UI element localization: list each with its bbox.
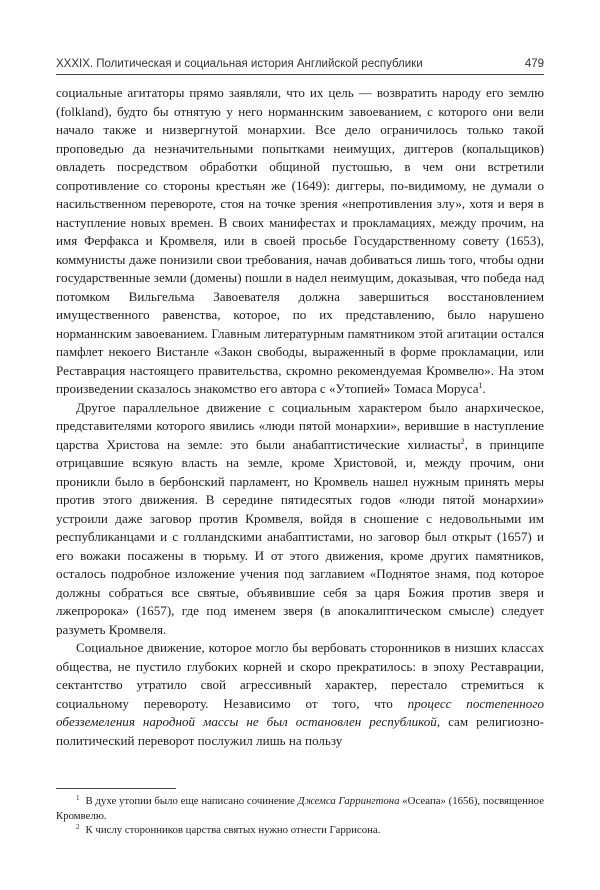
footnote-1 (56, 794, 544, 823)
footnote-marker-2: 2 (76, 823, 80, 831)
footnote-ref-1[interactable]: 1 (478, 381, 483, 390)
paragraph-3-text: Социальное движение, которое могло бы вербовать сторонников в низших классах общества, не пустило глубоких корней и скоро прекратилось: в эпоху Реставрации, сектантство утратило свой агрессивный характер, перестало стремиться к социальному перевороту. Независимо от того, что (56, 640, 544, 711)
paragraph-1 (56, 84, 544, 399)
running-header (56, 50, 544, 70)
footnote-2-text: К числу сторонников царства святых нужно отнести Гаррисона. (85, 824, 381, 836)
paragraph-1-end: . (482, 381, 486, 396)
paragraph-2 (56, 399, 544, 640)
footnote-2 (56, 823, 544, 838)
footnotes (56, 794, 544, 838)
chapter-title: XXXIX. Политическая и социальная история Английской республики (56, 58, 423, 70)
paragraph-2-rest: , в принципе отрицавшие всякую власть на земле, кроме Христовой, и, между прочим, они проникли было в бербонский парламент, но Кромвель нашел нужным принять меры против этого движения. В середине пятидесятых годов «люди пятой монархии» устроили даже заговор против Кромвеля, войдя в сношение с недовольными им республиканцами и с голландскими анабаптистами, но заговор был открыт (1657) и его вожаки посажены в тюрьму. И от этого движения, кроме других памятников, осталось подробное изложение учения под заглавием «Поднятое знамя, под которое должны собраться все святые, объявившие себя за царя Божия против зверя и лжепророка» (1657), где под именем зверя (в апокалиптическом смысле) следует разуметь Кромвеля. (56, 436, 545, 637)
paragraph-2-text: Другое параллельное движение с социальным характером было анархическое, представителями которого явились «люди пятой монархии», верившие в наступление царства Христова на земле: это были анабаптистические хилиасты (56, 399, 544, 452)
header-rule (56, 74, 544, 75)
footnote-1-author: Джемса Гаррингтона (297, 795, 400, 807)
page-number: 479 (524, 58, 544, 70)
paragraph-3-emphasis: процесс постепенного обезземеления народной массы не был остановлен республикой (56, 695, 544, 729)
paragraph-1-text: социальные агитаторы прямо заявляли, что их цель — возвратить народу его землю (folkland), будто бы отнятую у него норманнским завоеванием, с которого они вели начало также и низвергнутой монархии. Все дело ограничилось только такой проповедью да незначительными попытками неимущих, диггеров (копальщиков) овладеть посредством обработки общиной пустошью, в чем они встретили сопротивление со стороны крестьян же (1649): диггеры, по-видимому, не думали о насильственном перевороте, стоя на точке зрения «непротивления злу», хотя и веря в наступление новых времен. В своих манифестах и прокламациях, между прочим, на имя Ферфакса и Кромвеля, или в своей просьбе Государственному совету (1653), коммунисты даже понизили свои требования, начав добиваться лишь того, чтобы одни государственные земли (домены) пошли в надел неимущим, доказывая, что победа над потомком Вильгельма Завоевателя должна завершиться восстановлением имущественного равенства, которое, по их представлению, было нарушено норманнским завоеванием. Главным литературным памятником этой агитации остался памфлет некоего Вистанле «Закон свободы, выраженный в форме прокламации, или Реставрация настоящего правительства, скромно рекомендуемая Кромвелю». На этом произведении сказалось знакомство его автора с «Утопией» Томаса Моруса (56, 85, 544, 396)
main-text (56, 84, 544, 750)
footnote-ref-2[interactable]: 2 (460, 436, 465, 446)
footnote-marker-1: 1 (76, 794, 80, 802)
paragraph-3 (56, 639, 544, 750)
footnote-1-rest: «Осеапа» (1656), посвященное Кромвелю. (56, 795, 545, 822)
footnote-rule (56, 788, 176, 789)
paragraph-3-rest: , сам религиозно-политический переворот послужил лишь на пользу (56, 714, 544, 748)
footnote-1-text: В духе утопии было еще написано сочинение (85, 795, 298, 807)
